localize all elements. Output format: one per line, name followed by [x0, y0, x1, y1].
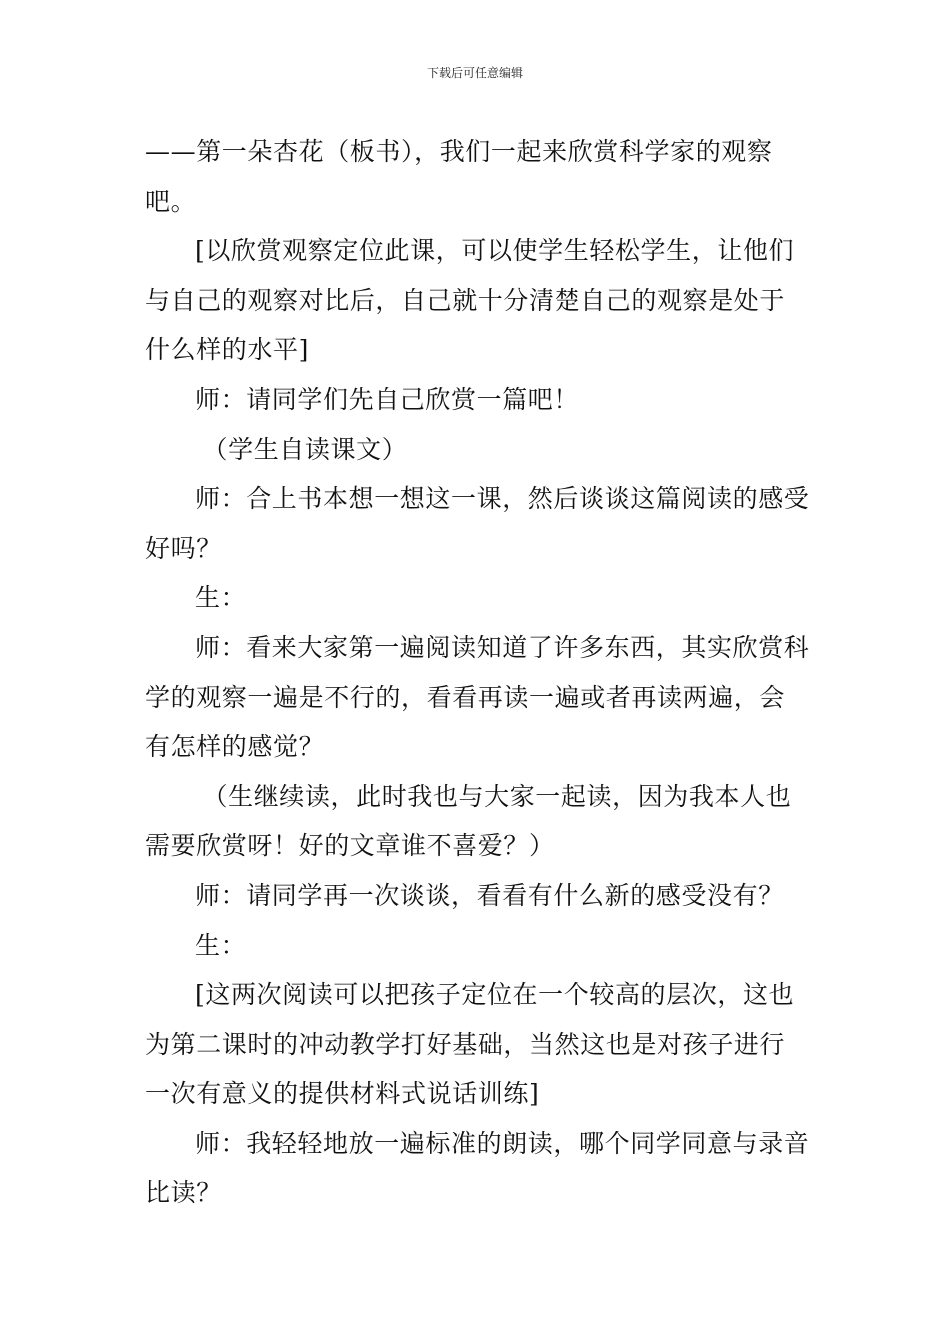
paragraph-student-reading: （学生自读课文）: [202, 434, 408, 464]
paragraph-teacher-5: 师：我轻轻地放一遍标准的朗读，哪个同学同意与录音比读？: [145, 1128, 810, 1208]
paragraph-student-2: 生：: [195, 930, 247, 960]
paragraph-teacher-1: 师：请同学们先自己欣赏一篇吧！: [195, 384, 580, 414]
paragraph-teacher-4: 师：请同学再一次谈谈，看看有什么新的感受没有？: [195, 880, 784, 910]
paragraph-intro: ——第一朵杏花（板书），我们一起来欣赏科学家的观察吧。: [145, 137, 773, 216]
paragraph-note-2: [这两次阅读可以把孩子定位在一个较高的层次，这也为第二课时的冲动教学打好基础，当然这也是对孩子进行一次有意义的提供材料式说话训练]: [145, 980, 795, 1109]
paragraph-student-1: 生：: [195, 583, 247, 613]
paragraph-teacher-3: 师：看来大家第一遍阅读知道了许多东西，其实欣赏科学的观察一遍是不行的，看看再读一遍或者再读两遍，会有怎样的感觉？: [145, 632, 810, 762]
page-header: 下载后可任意编辑: [426, 66, 523, 80]
paragraph-note-1: [以欣赏观察定位此课，可以使学生轻松学生，让他们与自己的观察对比后，自己就十分清楚自己的观察是处于什么样的水平]: [145, 236, 795, 365]
paragraph-student-continue: （生继续读，此时我也与大家一起读，因为我本人也需要欣赏呀！好的文章谁不喜爱？）: [145, 781, 792, 861]
document-body: [145, 127, 810, 1218]
paragraph-teacher-2: 师：合上书本想一想这一课，然后谈谈这篇阅读的感受好吗？: [145, 484, 810, 563]
